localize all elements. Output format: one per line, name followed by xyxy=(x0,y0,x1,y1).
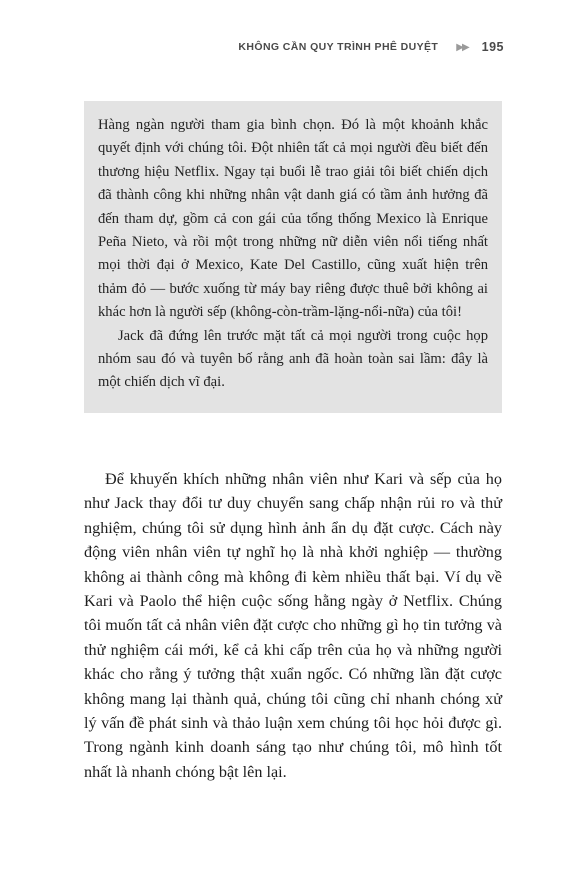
page-number: 195 xyxy=(481,40,504,54)
sidebar-story-box xyxy=(84,101,502,413)
sidebar-paragraph-2: Jack đã đứng lên trước mặt tất cả mọi người trong cuộc họp nhóm sau đó và tuyên bố rằng anh đã hoàn toàn sai lầm: đây là một chiến dịch vĩ đại. xyxy=(98,327,488,391)
body-paragraph: Để khuyến khích những nhân viên như Kari và sếp của họ như Jack thay đổi tư duy chuyển sang chấp nhận rủi ro và thử nghiệm, chúng tôi sử dụng hình ảnh ẩn dụ đặt cược. Cách này động viên nhân viên tự nghĩ họ là nhà khởi nghiệp — thường không ai thành công mà không đi kèm nhiều thất bại. Ví dụ về Kari và Paolo thể hiện cuộc sống hằng ngày ở Netflix. Chúng tôi muốn tất cả nhân viên đặt cược cho những gì họ tin tưởng và thử nghiệm cái mới, kể cả khi cấp trên của họ và những người khác cho rằng ý tưởng thật xuẩn ngốc. Có những lần đặt cược không mang lại thành quả, chúng tôi cũng chỉ nhanh chóng xử lý vấn đề phát sinh và thảo luận xem chúng tôi học hỏi được gì. Trong ngành kinh doanh sáng tạo như chúng tôi, mô hình tốt nhất là nhanh chóng bật lên lại. xyxy=(84,470,502,781)
running-header xyxy=(60,40,504,54)
double-arrow-icon: ▶▶ xyxy=(456,41,468,53)
chapter-title: KHÔNG CẦN QUY TRÌNH PHÊ DUYỆT xyxy=(238,41,439,53)
sidebar-paragraph-1: Hàng ngàn người tham gia bình chọn. Đó là một khoảnh khắc quyết định với chúng tôi. Đột nhiên tất cả mọi người đều biết đến thương hiệu Netflix. Ngay tại buổi lễ trao giải tôi biết chiến dịch đã thành công khi những nhân vật danh giá có tầm ảnh hưởng đã đến tham dự, gồm cả con gái của tổng thống Mexico là Enrique Peña Nieto, và rồi một trong những nữ diễn viên nổi tiếng nhất mọi thời đại ở Mexico, Kate Del Castillo, cũng xuất hiện trên thảm đỏ — bước xuống từ máy bay riêng được thuê bởi không ai khác hơn là người sếp (không-còn-trầm-lặng-nổi-nữa) của tôi! xyxy=(98,117,488,321)
main-body-text xyxy=(84,467,502,784)
